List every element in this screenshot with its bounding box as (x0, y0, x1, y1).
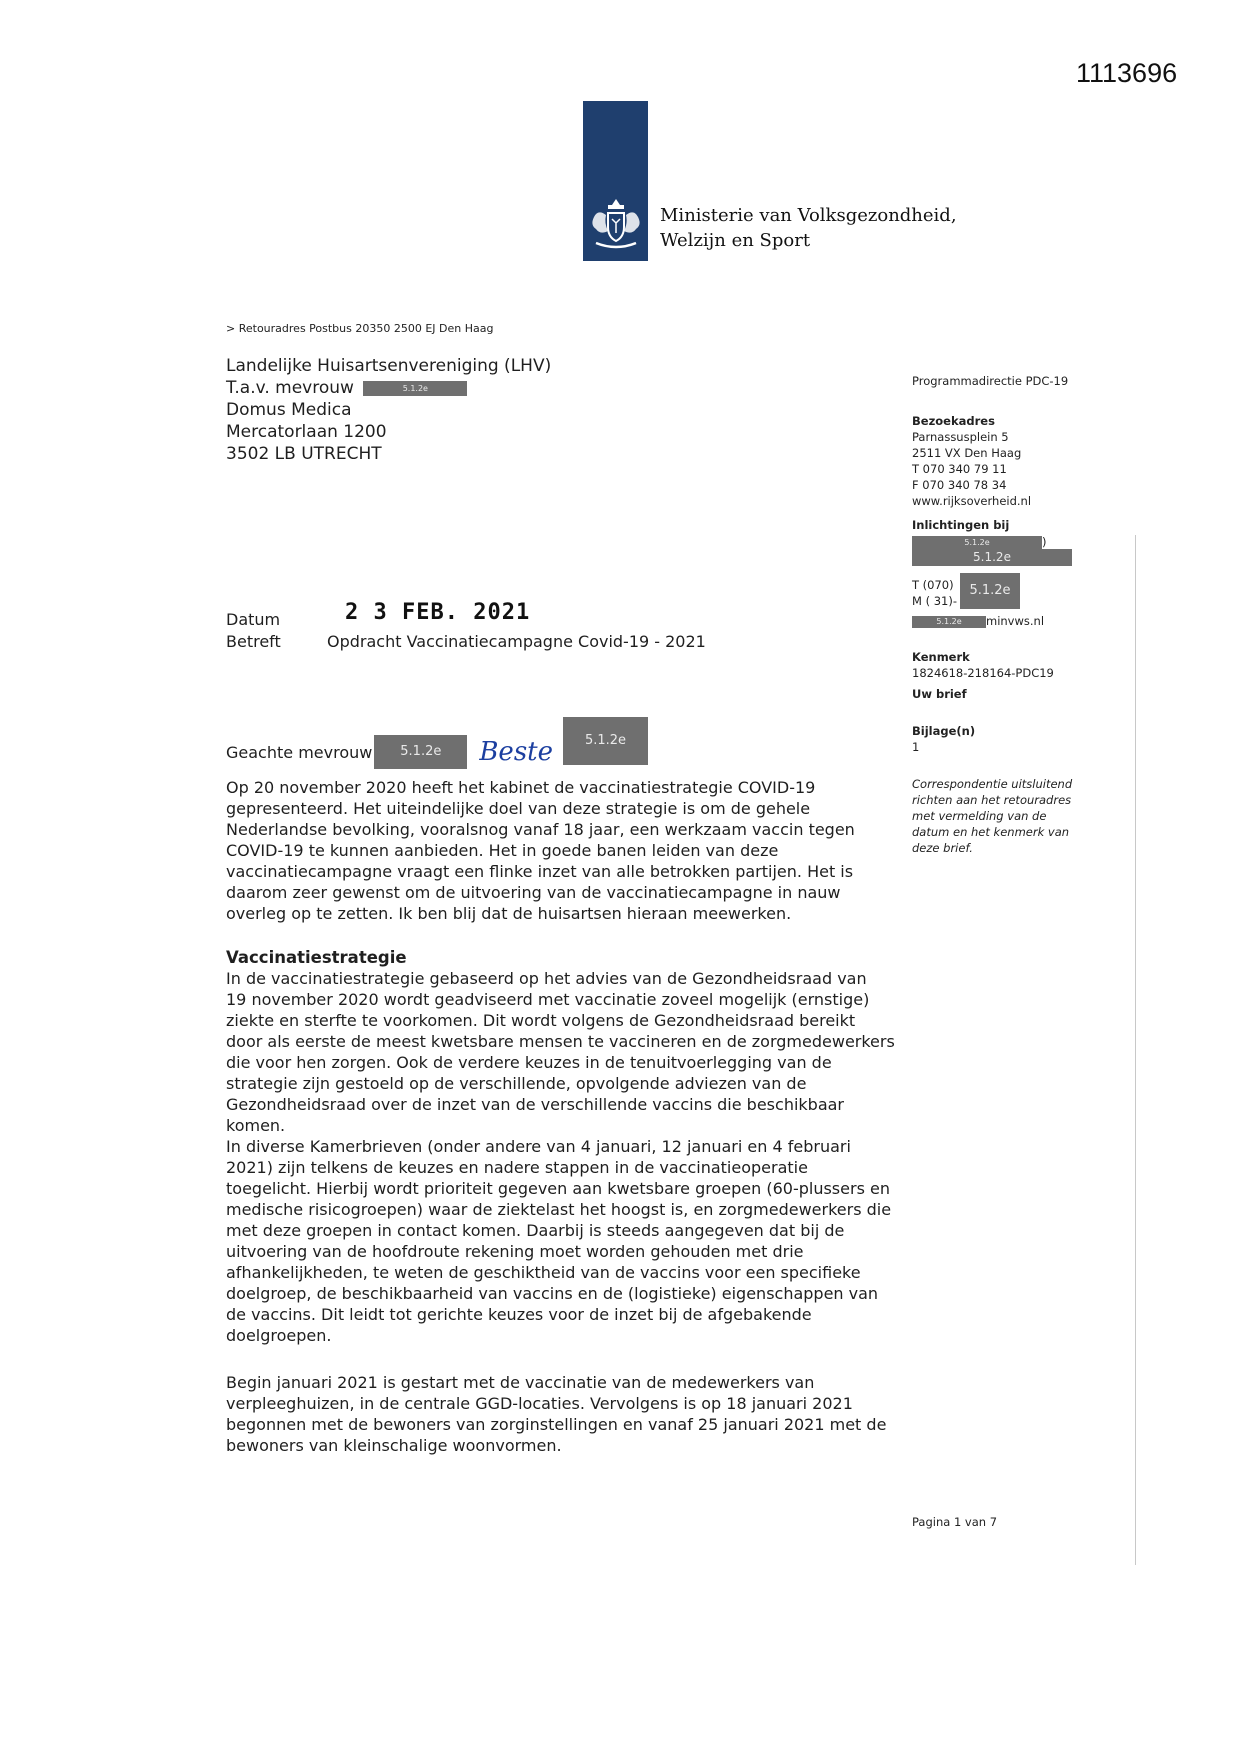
text-line: begonnen met de bewoners van zorginstellingen en vanaf 25 januari 2021 met de (226, 1415, 887, 1434)
text-line: de vaccins. Dit leidt tot gerichte keuzes voor de inzet bij de afgebakende (226, 1305, 812, 1324)
text-line: met deze groepen in contact komen. Daarbij is steeds aangegeven dat bij de (226, 1221, 845, 1240)
text-line: In diverse Kamerbrieven (onder andere van 4 januari, 12 januari en 4 februari (226, 1137, 851, 1156)
text-line: doelgroepen. (226, 1326, 332, 1345)
handwritten-greeting: Beste (479, 737, 553, 767)
text-line: vaccinatiecampagne vraagt een flinke inzet van alle betrokken partijen. Het is (226, 862, 854, 881)
section-heading: Vaccinatiestrategie (226, 948, 407, 967)
uw-brief-label: Uw brief (912, 687, 967, 701)
page-number: Pagina 1 van 7 (912, 1515, 998, 1529)
text-line: Nederlandse bevolking, vooralsnog vanaf 18 jaar, een werkzaam vaccin tegen (226, 820, 855, 839)
recipient-line4: Mercatorlaan 1200 (226, 422, 387, 442)
recipient-line2-prefix: T.a.v. mevrouw (226, 378, 354, 398)
bezoekadres-label: Bezoekadres (912, 414, 995, 428)
text-line: Gezondheidsraad over de inzet van de verschillende vaccins die beschikbaar (226, 1095, 845, 1114)
redaction-box: 5.1.2e (912, 549, 1072, 566)
ministry-line1: Ministerie van Volksgezondheid, (660, 205, 957, 226)
text-line: medische risicogroepen) waar de ziektelast het hoogst is, en zorgmedewerkers die (226, 1200, 892, 1219)
kenmerk-label: Kenmerk (912, 650, 970, 664)
redaction-box: 5.1.2e (563, 717, 648, 765)
paragraph-2 (226, 947, 906, 1346)
recipient-address (226, 355, 551, 465)
correspondentie-line: richten aan het retouradres (912, 793, 1072, 807)
text-line: ziekte en sterfte te voorkomen. Dit wordt volgens de Gezondheidsraad bereikt (226, 1011, 856, 1030)
text-line: verpleeghuizen, in de centrale GGD-locaties. Vervolgens is op 18 januari 2021 (226, 1394, 853, 1413)
bezoekadres-line: www.rijksoverheid.nl (912, 494, 1032, 508)
email-suffix: minvws.nl (986, 614, 1045, 628)
redaction-box: 5.1.2e (960, 573, 1020, 609)
text-line: afhankelijkheden, te weten de geschiktheid van de vaccins voor een specifieke (226, 1263, 861, 1282)
bezoekadres-line: F 070 340 78 34 (912, 478, 1007, 492)
bezoekadres-line: 2511 VX Den Haag (912, 446, 1022, 460)
text-line: Op 20 november 2020 heeft het kabinet de vaccinatiestrategie COVID-19 (226, 778, 816, 797)
correspondentie-line: deze brief. (912, 841, 973, 855)
correspondentie-line: met vermelding van de (912, 809, 1047, 823)
text-line: Begin januari 2021 is gestart met de vaccinatie van de medewerkers van (226, 1373, 815, 1392)
margin-line (1135, 535, 1136, 1565)
bezoekadres-line: Parnassusplein 5 (912, 430, 1009, 444)
inlichtingen-row2 (912, 549, 1072, 566)
text-line: uitvoering van de hoofdroute rekening moet worden gehouden met drie (226, 1242, 804, 1261)
redaction-box: 5.1.2e (912, 536, 1042, 549)
text-line: bewoners van kleinschalige woonvormen. (226, 1436, 562, 1455)
datum-label: Datum (226, 610, 281, 629)
text-line: overleg op te zetten. Ik ben blij dat de huisartsen hieraan meewerken. (226, 904, 792, 923)
return-address: > Retouradres Postbus 20350 2500 EJ Den Haag (226, 322, 494, 335)
bijlagen-value: 1 (912, 740, 920, 754)
inlichtingen-paren: ) (1042, 535, 1047, 549)
text-line: In de vaccinatiestrategie gebaseerd op het advies van de Gezondheidsraad van (226, 969, 867, 988)
text-line: strategie zijn gestoeld op de verschillende, opvolgende adviezen van de (226, 1074, 807, 1093)
recipient-line5: 3502 LB UTRECHT (226, 444, 382, 464)
correspondentie-line: Correspondentie uitsluitend (912, 777, 1073, 791)
text-line: 19 november 2020 wordt geadviseerd met vaccinatie zoveel mogelijk (ernstige) (226, 990, 870, 1009)
inlichtingen-label: Inlichtingen bij (912, 518, 1010, 532)
kenmerk-value: 1824618-218164-PDC19 (912, 666, 1054, 680)
redaction-box: 5.1.2e (374, 735, 467, 769)
text-line: gepresenteerd. Het uiteindelijke doel van deze strategie is om de gehele (226, 799, 811, 818)
text-line: daarom zeer gewenst om de uitvoering van de vaccinatiecampagne in nauw (226, 883, 841, 902)
paragraph-1 (226, 777, 906, 924)
redaction-box: 5.1.2e (363, 381, 467, 396)
recipient-line1: Landelijke Huisartsenvereniging (LHV) (226, 356, 552, 376)
email-row (912, 613, 1044, 629)
ministry-line2: Welzijn en Sport (660, 230, 811, 251)
recipient-line2 (226, 377, 551, 399)
salutation-text: Geachte mevrouw (226, 742, 373, 762)
text-line: 2021) zijn telkens de keuzes en nadere stappen in de vaccinatieoperatie (226, 1158, 808, 1177)
recipient-line3: Domus Medica (226, 400, 352, 420)
text-line: komen. (226, 1116, 286, 1135)
salutation (226, 735, 648, 769)
phone-m: M ( 31)- (912, 594, 957, 608)
text-line: COVID-19 te kunnen aanbieden. Het in goede banen leiden van deze (226, 841, 779, 860)
redaction-box: 5.1.2e (912, 616, 986, 628)
text-line: toegelicht. Hierbij wordt prioriteit gegeven aan kwetsbare groepen (60-plussers en (226, 1179, 890, 1198)
document-id: 1113696 (1076, 58, 1178, 88)
crest-icon (588, 195, 644, 253)
programmadirectie: Programmadirectie PDC-19 (912, 374, 1069, 388)
paragraph-4 (226, 1372, 906, 1456)
correspondentie-line: datum en het kenmerk van (912, 825, 1070, 839)
betreft-value: Opdracht Vaccinatiecampagne Covid-19 - 2021 (327, 632, 706, 651)
ministry-name (660, 203, 957, 253)
betreft-label: Betreft (226, 632, 281, 651)
text-line: die voor hen zorgen. Ook de verdere keuzes in de tenuitvoerlegging van de (226, 1053, 832, 1072)
phone-t: T (070) (912, 578, 954, 592)
text-line: doelgroep, de beschikbaarheid van vaccins en de (logistieke) eigenschappen van (226, 1284, 879, 1303)
bijlagen-label: Bijlage(n) (912, 724, 976, 738)
inlichtingen-row (912, 534, 1047, 550)
text-line: door als eerste de meest kwetsbare mensen te vaccineren en de zorgmedewerkers (226, 1032, 895, 1051)
datum-stamp: 2 3 FEB. 2021 (345, 600, 531, 625)
phone-block (912, 573, 1052, 613)
bezoekadres-line: T 070 340 79 11 (912, 462, 1007, 476)
